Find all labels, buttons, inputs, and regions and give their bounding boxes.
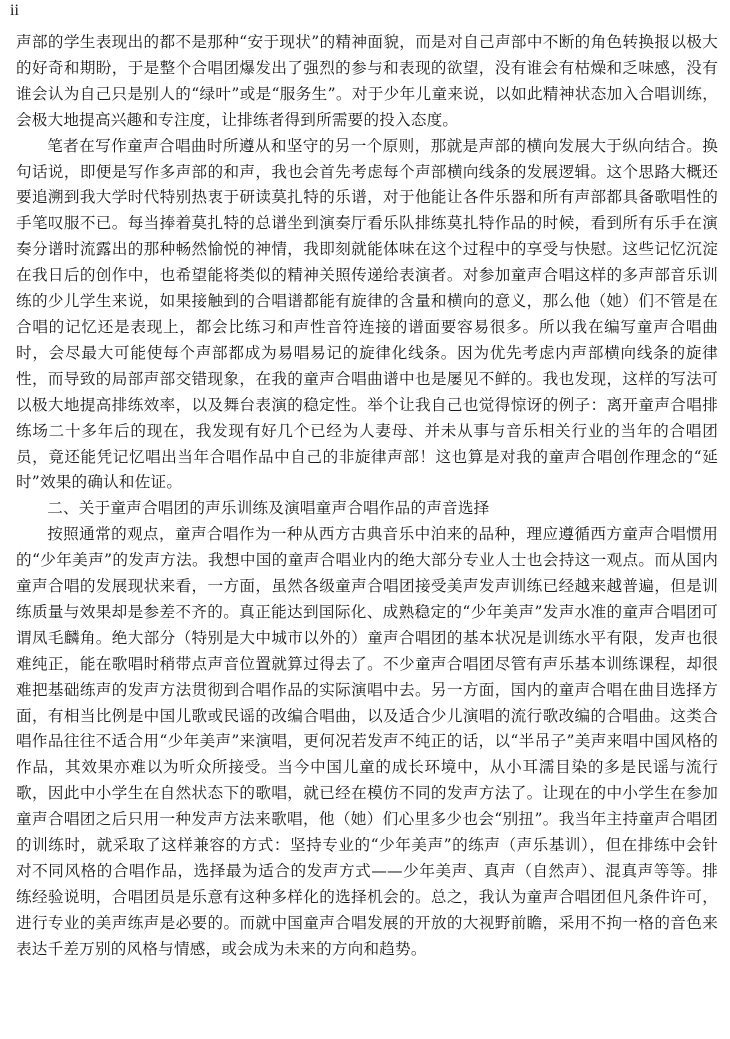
paragraph: 笔者在写作童声合唱曲时所遵从和坚守的另一个原则，那就是声部的横向发展大于纵向结合。换句话说，即便是写作多声部的和声，我也会首先考虑每个声部横向线条的发展逻辑。这个思路大概还要追溯到我大学时代特别热衷于研读莫扎特的乐谱，对于他能让各件乐器和所有声部都具备歌唱性的手笔叹服不已。每当捧着莫扎特的总谱坐到演奏厅看乐队排练莫扎特作品的时候，看到所有乐手在演奏分谱时流露出的那种畅然愉悦的神情，我即刻就能体味在这个过程中的享受与快慰。这些记忆沉淀在我日后的创作中，也希望能将类似的精神关照传递给表演者。对参加童声合唱这样的多声部音乐训练的少儿学生来说，如果接触到的合唱谱都能有旋律的含量和横向的意义，那么他（她）们不管是在合唱的记忆还是表现上，都会比练习和声性音符连接的谱面要容易很多。所以我在编写童声合唱曲时，会尽最大可能使每个声部都成为易唱易记的旋律化线条。因为优先考虑内声部横向线条的旋律性，而导致的局部声部交错现象，在我的童声合唱曲谱中也是屡见不鲜的。我也发现，这样的写法可以极大地提高排练效率，以及舞台表演的稳定性。举个让我自己也觉得惊讶的例子：离开童声合唱排练场二十多年后的现在，我发现有好几个已经为人妻母、并未从事与音乐相关行业的当年的合唱团员，竟还能凭记忆唱出当年合唱作品中自己的非旋律声部！这也算是对我的童声合唱创作理念的“延时”效果的确认和佐证。 (16, 136, 718, 492)
section-heading: 二、关于童声合唱团的声乐训练及演唱童声合唱作品的声音选择 (47, 499, 490, 518)
paragraph-continuation: 声部的学生表现出的都不是那种“安于现状”的精神面貌，而是对自己声部中不断的角色转换报以极大的好奇和期盼，于是整个合唱团爆发出了强烈的参与和表现的欲望，没有谁会有枯燥和乏味感，没有谁会认为自己只是别人的“绿叶”或是“服务生”。对于少年儿童来说，以如此精神状态加入合唱训练，会极大地提高兴趣和专注度，让排练者得到所需要的投入态度。 (16, 33, 718, 129)
document-body (16, 30, 718, 963)
page-number: ii (10, 2, 19, 19)
paragraph: 按照通常的观点，童声合唱作为一种从西方古典音乐中泊来的品种，理应遵循西方童声合唱惯用的“少年美声”的发声方法。我想中国的童声合唱业内的绝大部分专业人士也会持这一观点。而从国内童声合唱的发展现状来看，一方面，虽然各级童声合唱团接受美声发声训练已经越来越普遍，但是训练质量与效果却是参差不齐的。真正能达到国际化、成熟稳定的“少年美声”发声水准的童声合唱团可谓凤毛麟角。绝大部分（特别是大中城市以外的）童声合唱团的基本状况是训练水平有限，发声也很难纯正，能在歌唱时稍带点声音位置就算过得去了。不少童声合唱团尽管有声乐基本训练课程，却很难把基础练声的发声方法贯彻到合唱作品的实际演唱中去。另一方面，国内的童声合唱在曲目选择方面，有相当比例是中国儿歌或民谣的改编合唱曲，以及适合少儿演唱的流行歌改编的合唱曲。这类合唱作品往往不适合用“少年美声”来演唱，更何况若发声不纯正的话，以“半吊子”美声来唱中国风格的作品，其效果亦难以为听众所接受。当今中国儿童的成长环境中，从小耳濡目染的多是民谣与流行歌，因此中小学生在自然状态下的歌唱，就已经在模仿不同的发声方法了。让现在的中小学生在参加童声合唱团之后只用一种发声方法来歌唱，他（她）们心里多少也会“别扭”。我当年主持童声合唱团的训练时，就采取了这样兼容的方式：坚持专业的“少年美声”的练声（声乐基训），但在排练中会针对不同风格的合唱作品，选择最为适合的发声方式——少年美声、真声（自然声）、混真声等等。排练经验说明，合唱团员是乐意有这种多样化的选择机会的。总之，我认为童声合唱团但凡条件许可，进行专业的美声练声是必要的。而就中国童声合唱发展的开放的大视野前瞻，采用不拘一格的音色来表达千差万别的风格与情感，或会成为未来的方向和趋势。 (16, 525, 718, 958)
